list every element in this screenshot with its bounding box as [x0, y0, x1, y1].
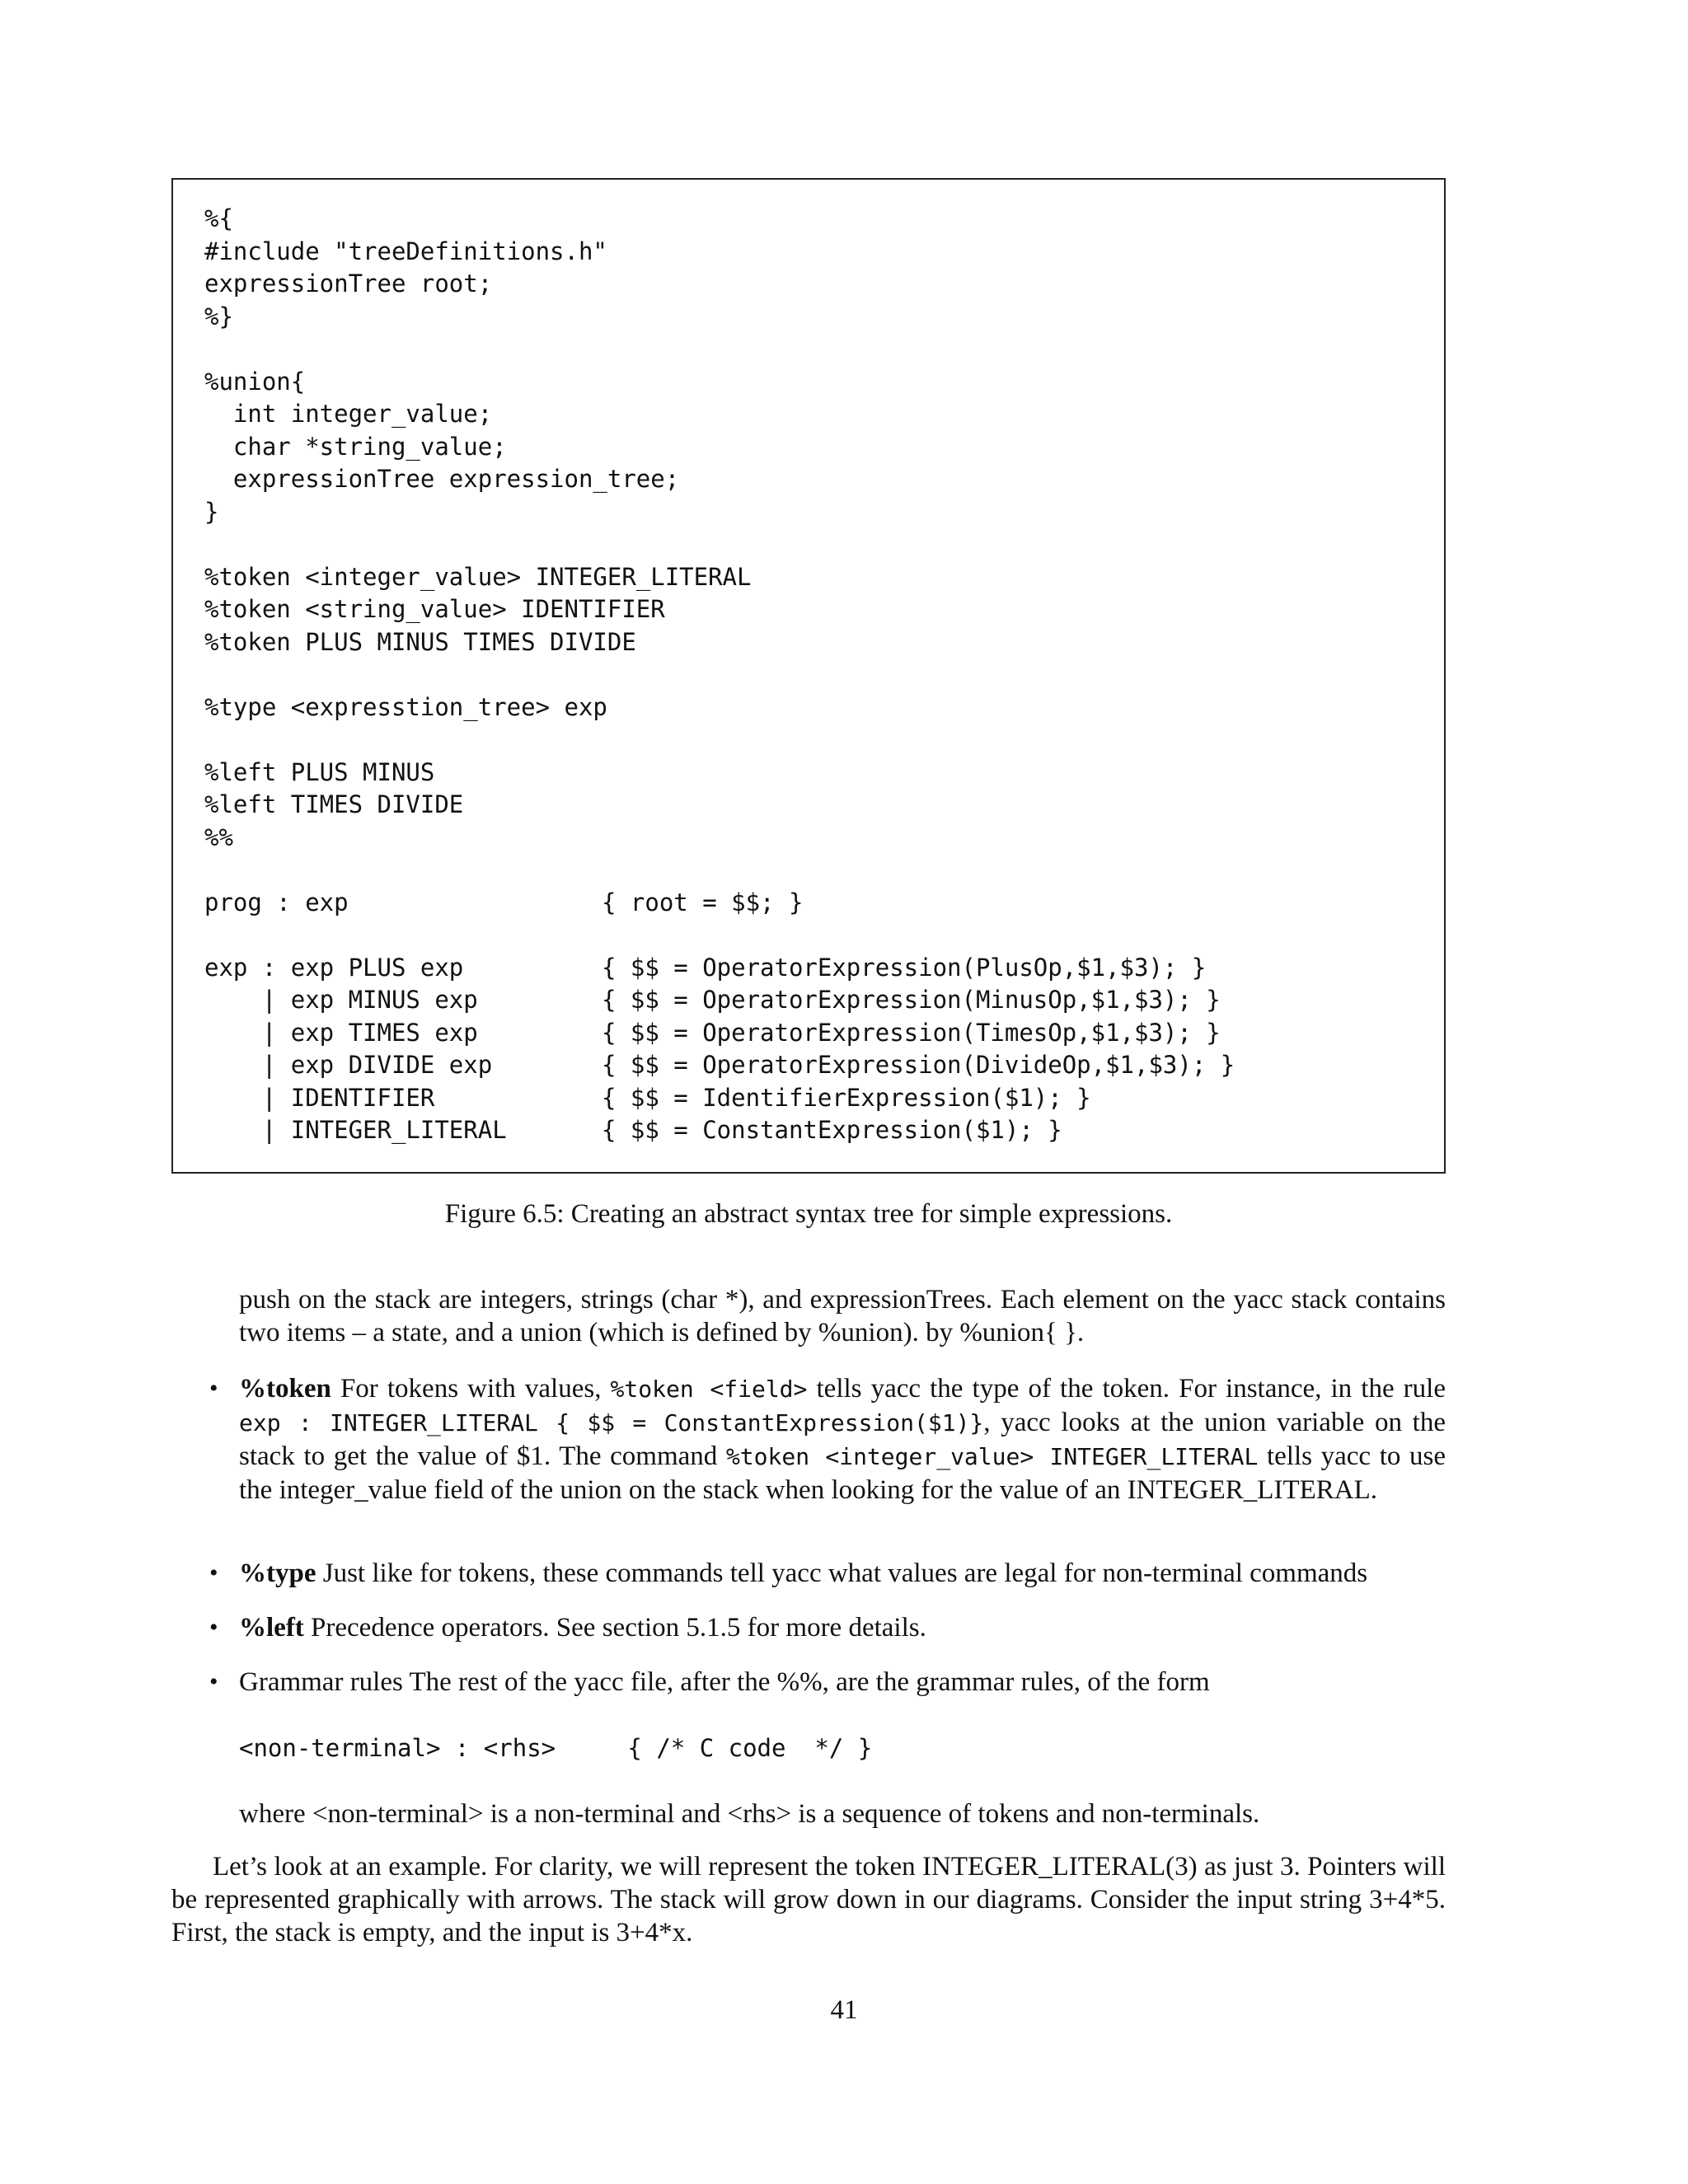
code-line [204, 887, 804, 920]
bullet-grammar-text: Grammar rules The rest of the yacc file, after the %%, are the grammar rules, of the form [239, 1667, 1210, 1697]
code-line [204, 952, 1207, 985]
bullet-icon: • [209, 1614, 218, 1641]
code-line-text: int integer_value; [204, 400, 493, 428]
code-line [204, 398, 751, 431]
code-line [204, 789, 751, 822]
code-line-text: %union{ [204, 367, 306, 396]
code-line-action: { $$ = OperatorExpression(MinusOp,$1,$3); } [602, 986, 1221, 1014]
code-line [204, 691, 751, 724]
code-line-action: { root = $$; } [602, 888, 804, 916]
bullet-icon: • [209, 1375, 218, 1402]
example-text: Let’s look at an example. For clarity, we will represent the token INTEGER_LITERAL(3) as just 3. Pointers will be represented graphically with arrows. The stack will grow down in our diagrams. Consider the input string 3+4*5. First, the stack is empty, and the input is 3+4*x. [171, 1852, 1446, 1947]
bullet-token-text-4: tells yacc to use the integer_value field of the union on the stack when looking for the value of an INTEGER_LITERAL. [239, 1441, 1446, 1505]
code-line [204, 561, 751, 594]
bullet-type [239, 1557, 1459, 1590]
example-paragraph [171, 1850, 1446, 1949]
grammar-rule-explanation: where <non-terminal> is a non-terminal and <rhs> is a sequence of tokens and non-terminals. [239, 1799, 1260, 1829]
code-line [204, 496, 751, 529]
code-figure [171, 178, 1446, 1174]
code-line [204, 463, 751, 496]
code-line [204, 724, 751, 757]
code-line-text: %} [204, 302, 233, 330]
bullet-token-text-3: , yacc looks at the union variable on the stack to get the value of $1. The command [239, 1408, 1446, 1471]
code-line-text: #include "treeDefinitions.h" [204, 237, 607, 265]
code-line [204, 658, 751, 691]
bullet-token-code-3: %token <integer_value> INTEGER_LITERAL [725, 1443, 1259, 1470]
bullet-token-code-2: exp : INTEGER_LITERAL { $$ = ConstantExpression($1)} [239, 1409, 984, 1436]
code-line-action: { $$ = OperatorExpression(PlusOp,$1,$3); } [602, 953, 1207, 982]
continuation-text: push on the stack are integers, strings (char *), and expressionTrees. Each element on the yacc stack contains two items – a state, and a union (which is defined by %union). by %union{ }. [239, 1285, 1446, 1347]
code-line-text: %token PLUS MINUS TIMES DIVIDE [204, 627, 636, 656]
code-line [204, 757, 751, 790]
code-line-text: | IDENTIFIER [204, 1083, 435, 1112]
code-line [204, 333, 751, 366]
code-line-action: { $$ = IdentifierExpression($1); } [602, 1083, 1091, 1112]
bullet-token-text-1: For tokens with values, [331, 1374, 611, 1404]
code-line [204, 1049, 1236, 1082]
code-line [204, 268, 751, 301]
code-line [204, 203, 751, 236]
code-line [204, 822, 751, 855]
code-line-text: } [204, 497, 219, 526]
continuation-paragraph [239, 1283, 1446, 1349]
code-line [204, 301, 751, 334]
bullet-type-term: %type [239, 1558, 316, 1588]
code-listing [204, 203, 1236, 1147]
bullet-left [239, 1611, 1446, 1644]
figure-caption: Figure 6.5: Creating an abstract syntax tree for simple expressions. [444, 1199, 1173, 1229]
code-line-text: | exp MINUS exp [204, 986, 478, 1014]
code-line-text: %type <expresstion_tree> exp [204, 692, 607, 721]
code-line-text: %% [204, 823, 233, 851]
code-line [204, 431, 751, 464]
code-line [204, 984, 1221, 1017]
code-line-text: %left TIMES DIVIDE [204, 790, 464, 818]
code-line [204, 236, 751, 269]
code-line [204, 1082, 1091, 1115]
code-line [204, 919, 751, 952]
bullet-token [239, 1372, 1446, 1507]
code-line-text: %left PLUS MINUS [204, 757, 435, 786]
code-line [204, 1114, 1062, 1147]
code-line [204, 528, 751, 561]
bullet-left-term: %left [239, 1613, 304, 1643]
bullet-grammar [239, 1666, 1446, 1699]
code-line-action: { $$ = ConstantExpression($1); } [602, 1116, 1062, 1144]
bullet-token-term: %token [239, 1374, 331, 1404]
code-line-action: { $$ = OperatorExpression(DivideOp,$1,$3); } [602, 1051, 1236, 1079]
code-line-text: %token <integer_value> INTEGER_LITERAL [204, 562, 752, 591]
code-line-text: prog : exp [204, 888, 349, 916]
code-line [204, 366, 751, 399]
code-line [204, 1017, 1221, 1050]
bullet-token-text-2: tells yacc the type of the token. For instance, in the rule [807, 1374, 1446, 1404]
code-line-text: exp : exp PLUS exp [204, 953, 464, 982]
code-line [204, 854, 751, 887]
code-line-text: | exp DIVIDE exp [204, 1051, 493, 1079]
bullet-icon: • [209, 1559, 218, 1586]
bullet-left-text: Precedence operators. See section 5.1.5 for more details. [303, 1613, 926, 1643]
page-number: 41 [830, 1995, 858, 2025]
code-line-text: expressionTree expression_tree; [204, 465, 680, 493]
bullet-token-code-1: %token <field> [610, 1376, 808, 1403]
bullet-type-text: Just like for tokens, these commands tell yacc what values are legal for non-terminal commands [316, 1558, 1368, 1588]
grammar-rule-code: <non-terminal> : <rhs> { /* C code */ } [239, 1734, 873, 1762]
code-line-text: %{ [204, 204, 233, 232]
code-line-text: %token <string_value> IDENTIFIER [204, 595, 665, 623]
code-line-text: | exp TIMES exp [204, 1018, 478, 1047]
code-line-text: char *string_value; [204, 432, 507, 461]
code-line-text: expressionTree root; [204, 269, 493, 298]
code-line-action: { $$ = OperatorExpression(TimesOp,$1,$3); } [602, 1018, 1221, 1047]
code-line [204, 593, 751, 626]
code-line [204, 626, 751, 659]
code-line-text: | INTEGER_LITERAL [204, 1116, 507, 1144]
bullet-icon: • [209, 1668, 218, 1695]
